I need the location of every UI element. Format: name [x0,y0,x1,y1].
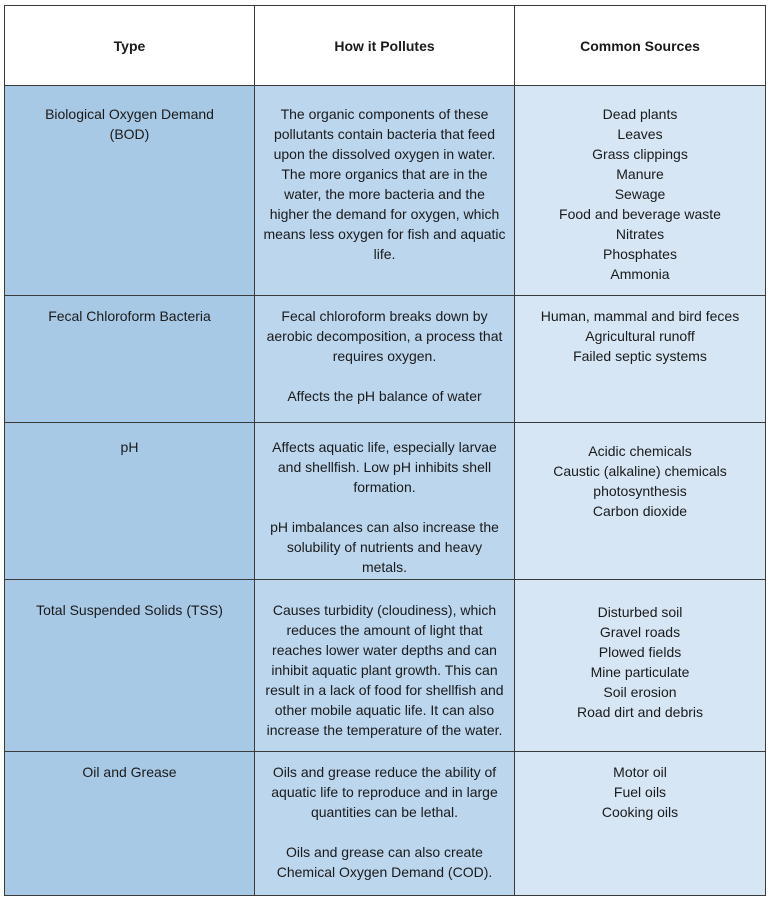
pollutants-table [4,5,766,896]
source-item: Failed septic systems [573,348,707,364]
how-text: The organic components of these pollutants contain bacteria that feed upon the dissolved oxygen in water. The more organics that are in the water, the more bacteria and the higher the demand for oxygen, which means less oxygen for fish and aquatic life. [263,106,506,262]
how-text: Affects aquatic life, especially larvae and shellfish. Low pH inhibits shell formation. [272,439,497,495]
source-item: Gravel roads [599,624,681,640]
source-item: photosynthesis [593,483,687,499]
source-item: Ammonia [610,266,670,282]
common-sources [515,580,766,752]
pollutant-type [5,423,255,580]
table-row [5,296,766,423]
header-common-sources: Common Sources [515,6,766,86]
how-it-pollutes [255,423,515,580]
how-text: Oils and grease can also create Chemical Oxygen Demand (COD). [276,844,493,880]
source-item: Acidic chemicals [588,443,692,459]
source-item: Mine particulate [590,664,690,680]
type-text: Oil and Grease [82,764,177,780]
source-item: Leaves [617,126,663,142]
source-item: Agricultural runoff [585,328,695,344]
how-text: Fecal chloroform breaks down by aerobic decomposition, a process that requires oxygen. [266,308,503,364]
how-it-pollutes [255,296,515,423]
type-text: Biological Oxygen Demand (BOD) [45,106,214,142]
common-sources [515,86,766,296]
how-text: Oils and grease reduce the ability of aquatic life to reproduce and in large quantities can be lethal. [271,764,498,820]
how-it-pollutes [255,752,515,896]
source-item: Disturbed soil [597,604,683,620]
pollutant-type [5,86,255,296]
table-row [5,752,766,896]
common-sources [515,423,766,580]
type-text: Total Suspended Solids (TSS) [36,602,223,618]
source-item: Soil erosion [603,684,677,700]
how-text: Affects the pH balance of water [287,388,482,404]
table-row [5,580,766,752]
common-sources [515,296,766,423]
how-text: pH imbalances can also increase the solubility of nutrients and heavy metals. [270,519,499,575]
header-type: Type [5,6,255,86]
pollutant-type [5,752,255,896]
header-how-it-pollutes: How it Pollutes [255,6,515,86]
pollutant-type [5,580,255,752]
source-item: Grass clippings [592,146,688,162]
source-item: Carbon dioxide [592,503,688,519]
table-row [5,423,766,580]
source-item: Plowed fields [598,644,682,660]
header-row [5,6,766,86]
common-sources [515,752,766,896]
how-it-pollutes [255,580,515,752]
source-item: Nitrates [615,226,665,242]
pollutant-type [5,296,255,423]
source-item: Road dirt and debris [576,704,704,720]
source-item: Caustic (alkaline) chemicals [553,463,727,479]
source-item: Manure [616,166,664,182]
table-row [5,86,766,296]
source-item: Dead plants [602,106,678,122]
source-item: Food and beverage waste [559,206,721,222]
source-item: Human, mammal and bird feces [540,308,740,324]
source-item: Motor oil [613,764,667,780]
source-item: Fuel oils [613,784,667,800]
how-it-pollutes [255,86,515,296]
source-item: Sewage [614,186,666,202]
type-text: Fecal Chloroform Bacteria [48,308,211,324]
how-text: Causes turbidity (cloudiness), which reduces the amount of light that reaches lower water depths and can inhibit aquatic plant growth. This can result in a lack of food for shellfish and other mobile aquatic life. It can also increase the temperature of the water. [265,602,504,738]
source-item: Cooking oils [601,804,679,820]
type-text: pH [120,439,139,455]
source-item: Phosphates [603,246,677,262]
